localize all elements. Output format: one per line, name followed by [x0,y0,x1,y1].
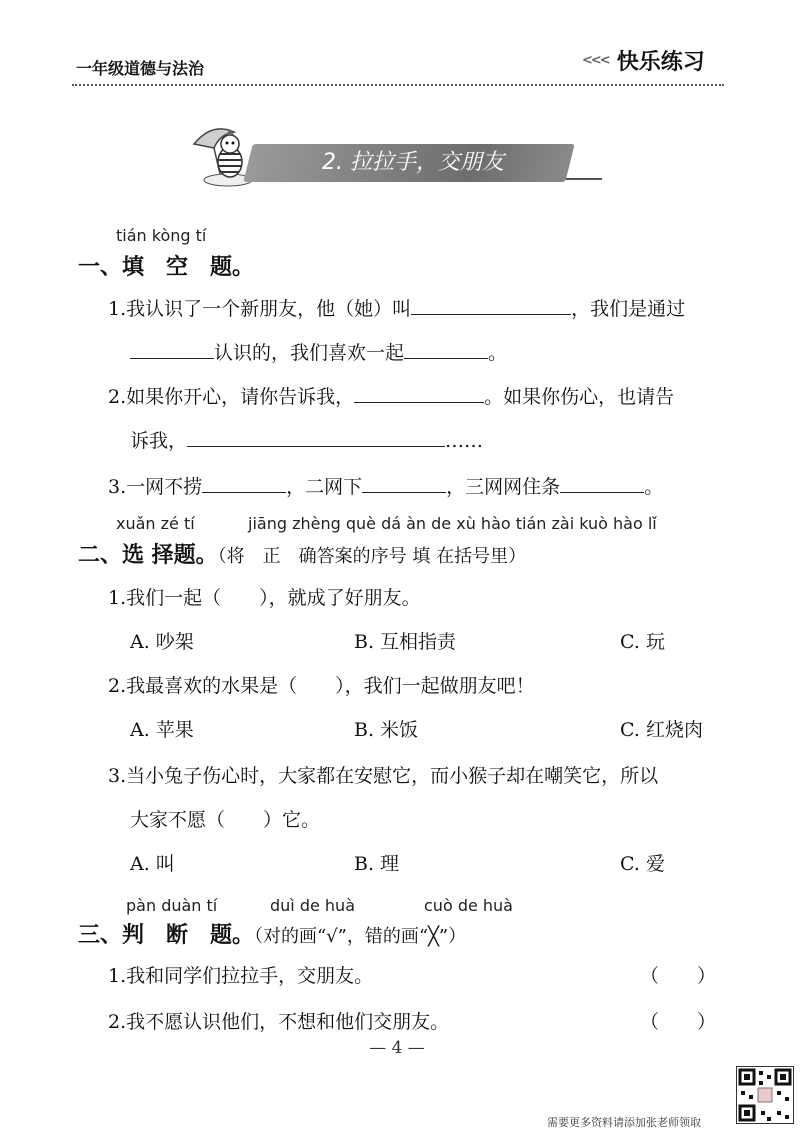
section2-heading: 二、选 择题。（将 正 确答案的序号 填 在括号里） [78,542,527,568]
banner-underline [566,178,602,180]
brand-label: 快乐练习 [616,50,705,75]
section2-pinyin-note: jiāng zhèng què dá àn de xù hào tián zài kuò hào lǐ [248,514,657,533]
s1-q1-line2: 认识的，我们喜欢一起 。 [130,338,507,367]
s2-q3-stem-line2: 大家不愿（ ）它。 [130,809,321,831]
s2-q2-stem: 2.我最喜欢的水果是（ ），我们一起做朋友吧！ [108,675,535,697]
s2-q1-option-b[interactable]: B. 互相指责 [354,631,457,653]
s3-q1-stem: 1.我和同学们拉拉手，交朋友。 [108,965,374,987]
section3-pinyin-wrong: cuò de huà [424,896,513,915]
s2-q3-option-b[interactable]: B. 理 [354,853,400,875]
s2-q3-stem-line1: 3.当小兔子伤心时，大家都在安慰它，而小猴子却在嘲笑它，所以 [108,765,659,787]
blank-q3-a[interactable] [202,472,286,493]
s1-q3-line: 3.一网不捞 ，二网下 ，三网网住条 。 [108,472,663,501]
s2-q2-option-a[interactable]: A. 苹果 [130,719,194,741]
blank-q2-sad[interactable] [187,426,445,447]
chevron-left-icon: <<< [582,53,609,68]
qr-caption: 需要更多资料请添加张老师领取 [547,1116,701,1129]
s3-q2-answer-paren[interactable]: （ ） [640,1011,717,1033]
subject-title: 一年级道德与法治 [76,59,205,78]
s2-q3-option-a[interactable]: A. 叫 [130,853,175,875]
section3-pinyin-head: pàn duàn tí [126,896,218,915]
s2-q3-option-c[interactable]: C. 爱 [620,853,665,875]
blank-q2-happy[interactable] [354,382,484,403]
section2-pinyin-head: xuǎn zé tí [116,514,195,533]
s2-q2-option-b[interactable]: B. 米饭 [354,719,419,741]
qr-code-icon [736,1066,794,1124]
blank-q1-name[interactable] [411,294,571,315]
s3-q2-stem: 2.我不愿认识他们，不想和他们交朋友。 [108,1011,450,1033]
s2-q1-option-a[interactable]: A. 吵架 [130,631,194,653]
s2-q2-option-c[interactable]: C. 红烧肉 [620,719,703,741]
page-number: — 4 — [369,1038,425,1058]
blank-q1-how[interactable] [130,338,214,359]
section1-heading: 一、填 空 题。 [78,254,255,280]
section3-heading: 三、判 断 题。（对的画“√”，错的画“╳”） [78,922,467,948]
s1-q2-line1: 2.如果你开心，请你告诉我， 。如果你伤心，也请告 [108,382,674,411]
s1-q1-line1: 1.我认识了一个新朋友，他（她）叫 ，我们是通过 [108,294,685,323]
blank-q1-together[interactable] [404,338,488,359]
section3-pinyin-right: duì de huà [270,896,355,915]
brand-title [582,45,705,76]
header-divider [72,84,724,86]
s2-q1-option-c[interactable]: C. 玩 [620,631,665,653]
s1-q2-line2: 诉我， …… [130,426,483,455]
lesson-title: 2. 拉拉手，交朋友 [322,150,504,175]
section1-pinyin: tián kòng tí [116,226,207,245]
s3-q1-answer-paren[interactable]: （ ） [640,965,717,987]
s2-q1-stem: 1.我们一起（ ），就成了好朋友。 [108,587,421,609]
blank-q3-c[interactable] [560,472,644,493]
blank-q3-b[interactable] [362,472,446,493]
